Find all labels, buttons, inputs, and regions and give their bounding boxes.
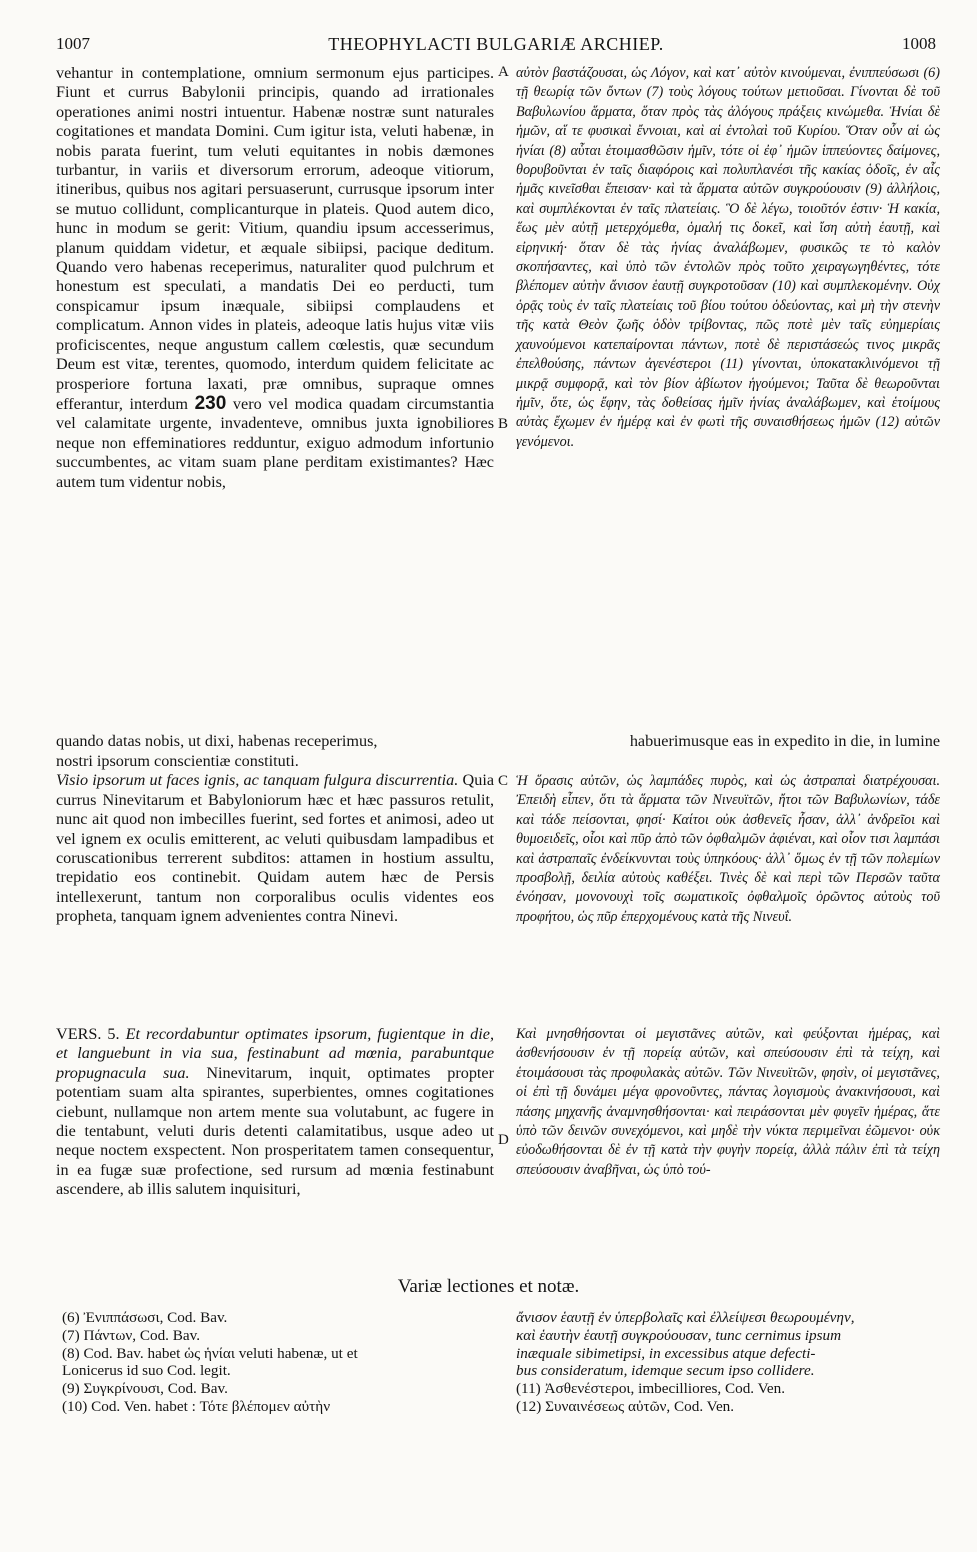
greek-text-top: αὐτὸν βαστάζουσαι, ὡς Λόγον, καὶ κατ᾽ αὐτὸν κινούμεναι, ἐνιππεύσωσι (6) τῇ θεωρίᾳ τῶν ὄντων (7) τοὺς λόγους τούτων μετιοῦσαι. Γίνονται δὲ τοῦ Βαβυλωνίου ἅρματα, ὅταν πρὸς τὰς ἀλόγους πράξεις κινώμεθα. Ἡνίαι δὲ ἡμῶν, αἵ τε φυσικαὶ ἔννοιαι, καὶ αἱ ἐντολαὶ τοῦ Κυρίου. Ὅταν οὖν αἱ ὡς ἡνίαι (8) αὗται ἑτοιμασθῶσιν ἡμῖν, τότε οἱ ἐφ᾽ ἡμῶν ἱππεύοντες δαίμονες, θορυβοῦνται ἐν ταῖς διαφόροις καὶ πολυπλανέσι τῆς κακίας ὁδοῖς, ἐν αἷς ἡμᾶς κινεῖσθαι ἔπεισαν· καὶ τὰ ἅρματα αὐτῶν συγκρούουσιν (9) ἀλλήλοις, καὶ συμπλέκονται ἐν ταῖς πλατείαις. Ὃ δὲ λέγω, τοιοῦτόν ἐστιν· Ἡ κακία, ἕως μὲν αὐτῇ μετερχόμεθα, ὁμαλή τις δοκεῖ, καὶ ἴση αὐτὴ ἑαυτῇ, καὶ εἰρηνική· ὅταν δὲ τὰς ἡνίας ἀναλάβωμεν, φυσικῶς τε τὸ καλὸν σκοπήσαντες, καὶ ὑπὸ τῶν ἐντολῶν πρὸς τοῦτο χειραγωγηθέντες, τότε βλέπομεν αὐτὴν ἄνισον ἑαυτῇ συγκροτοῦσαν (10) καὶ συμπλεκομένην. Οὐχ ὁρᾷς τοὺς ἐν ταῖς πλατείαις τοῦ βίου τούτου ὁδεύοντας, καὶ μὴ τὴν στενὴν τῆς κατὰ Θεὸν ζωῆς ὁδὸν τρίβοντας, πῶς ποτὲ μὲν ταῖς εὐημερίαις χαυνούμενοι κατεπαίρονται πάντων, ποτὲ δὲ περιστάσεώς τινος μικρᾶς ἐπελθούσης, πάντων ἀγενέστεροι (11) γίνονται, ὑποκατακλινόμενοι τῇ μικρᾷ συμφορᾷ, καὶ τὸν βίον ἀβίωτον ἡγούμενοι; Ταῦτα δὲ θεωροῦνται ἡμῖν, ὅτε, ὡς ἔφην, τὰς δοθείσας ἡμῖν ἡνίας ἀναλάβωμεν, καὶ ἑτοίμους αὐτὰς ἔχωμεν ἐν ἡμέρᾳ καὶ ἐν φωτὶ τῆς συναισθήσεως ἡμῶν (12) αὐτῶν γενόμενοι. [516, 65, 940, 450]
latin-column-top [56, 64, 494, 749]
greek-column-d [516, 1025, 940, 1267]
margin-letter-c: C [498, 773, 509, 789]
note-line: ἄνισον ἑαυτῇ ἐν ὑπερβολαῖς καὶ ἐλλείψεσι θεωρουμένην, [516, 1309, 855, 1326]
page-number-inline: 230 [194, 392, 227, 414]
latin-text-c: Quia currus Ninevitarum et Babyloniorum hæc et hæc passuros retulit, nunc ait quod non imbecilles fuerint, sed fortes et animosi, adeo ut vel ignem ex oculis emitterent, ac veluti quibusdam lampadibus et coruscationibus terrerent subditos: attamen in hostium assultu, trepidatio eos continebit. Quidam autem hæc de Persis intellexerunt, tantum non corporalibus oculis videntes eos propheta, tanquam ignem advenientes contra Ninevi. [56, 771, 494, 926]
variae-lectiones-title: Variæ lectiones et notæ. [397, 1276, 580, 1297]
spanning-line-right: habuerimusque eas in expedito in die, in lumine [629, 732, 940, 750]
latin-lemma-d: Et recordabuntur optimates ipsorum, fugientque in die, et languebunt in via sua, festinabunt ad mœnia, parabuntque propugnacula sua. [56, 1025, 494, 1082]
note-line: (8) Cod. Bav. habet ὡς ἡνίαι veluti habenæ, ut et [62, 1344, 358, 1362]
greek-column-c [516, 772, 940, 1022]
note-line: (10) Cod. Ven. habet : Τότε βλέπομεν αὐτὴν [62, 1397, 331, 1415]
spanning-line-left: quando datas nobis, ut dixi, habenas receperimus, [56, 732, 378, 750]
latin-column-d [56, 1025, 494, 1267]
greek-lemma-d: Καὶ μνησθήσονται οἱ μεγιστᾶνες αὐτῶν, καὶ φεύξονται ἡμέρας, καὶ ἀσθενήσουσιν ἐν τῇ πορείᾳ αὐτῶν, καὶ σπεύσουσιν ἐπὶ τὰ τείχη, καὶ ἑτοιμάσουσι τὰς προφυλακὰς αὐτῶν. [516, 1026, 940, 1081]
note-line: (11) Ἀσθενέστεροι, imbecilliores, Cod. Ven. [516, 1380, 786, 1398]
note-line: καὶ ἑαυτὴν ἑαυτῇ συγκρούουσαν, tunc cernimus ipsum [516, 1326, 842, 1344]
margin-letter-d: D [498, 1132, 509, 1148]
note-line: (6) Ἐνιππάσωσι, Cod. Bav. [62, 1309, 228, 1326]
note-line: (12) Συναινέσεως αὐτῶν, Cod. Ven. [516, 1397, 735, 1415]
note-line: inæquale sibimetipsi, in excessibus atque defecti- [516, 1344, 816, 1362]
note-line: (7) Πάντων, Cod. Bav. [62, 1326, 201, 1344]
verse-label: VERS. 5. [56, 1025, 120, 1043]
latin-column-c [56, 752, 494, 1022]
note-line: (9) Συγκρίνουσι, Cod. Bav. [62, 1380, 228, 1398]
notes-right [516, 1309, 855, 1416]
notes-left [62, 1309, 358, 1416]
running-head-title: THEOPHYLACTI BULGARIÆ ARCHIEP. [328, 34, 664, 54]
spanning-line [56, 732, 940, 752]
latin-text-top-cont: vero vel modica quadam circumstantia vel calamitate urgente, invadenteve, omnibus juxta ignobiliores neque non effeminatiores redduntur, exiguo admodum infortunio succumbentes, ac vitam suam plane perditam existimantes? Hæc autem tum videntur nobis, [56, 394, 495, 491]
note-line: bus consideratum, idemque secum ipso collidere. [516, 1362, 815, 1380]
running-header [56, 34, 936, 60]
latin-text-top: vehantur in contemplatione, omnium sermonum ejus participes. Fiunt et currus Babylonii principis, quando ad irrationales operationes animi nostri intuentur. Habenæ nostræ sunt naturales cogitationes et mandata Domini. Cum igitur ista, veluti habenæ, in nobis parata fuerint, tum veluti equitantes in nobis dæmones turbantur, in variis et diversorum errorum, adeoque vitiorum, itineribus, quibus nos agitari persuaserunt, currusque ipsorum inter se mutuo collidunt, complicanturque in plateis. Quod autem dico, hunc in modum se gerit: Vitium, quandiu ipsum accesserimus, planum quiddam videtur, et æquale sibiipsi, pacique deditum. Quando vero habenas receperimus, naturaliter quod pulchrum et honestum est speculati, a mandatis Dei eo perducti, tum conspicamur ipsum inæquale, sibiipsi complaudens et complicatum. Annon vides in plateis, adeoque latis hujus vitæ viis proficiscentes, neque angustum callem cœlestis, quæ secundum Deum est vitæ, terentes, quomodo, interdum quidem felicitate ac prosperiore fortuna laxati, præ omnibus, supraque omnes efferantur, interdum [56, 64, 494, 413]
greek-column-top [516, 64, 940, 749]
latin-text-d: Ninevitarum, inquit, optimates propter potentiam suam alta spirantes, superbientes, omnes cogitationes ciebunt, nullamque non artem mente sua volutabunt, ac fugere in die tentabunt, veluti duris detenti calamitatibus, usque adeo ut neque noctem exspectent. Non prosperitatem tamen consequentur, in ea fugæ suæ profectione, sed rursum ad mœnia festinabunt ascendere, ab illis salutem inquisituri, [56, 1063, 494, 1199]
latin-closing-line: nostri ipsorum conscientiæ constituti. [56, 752, 299, 770]
page-number-left: 1007 [56, 34, 90, 53]
page-number-right: 1008 [902, 34, 936, 53]
greek-text-c: Ἡ ὅρασις αὐτῶν, ὡς λαμπάδες πυρὸς, καὶ ὡς ἀστραπαὶ διατρέχουσαι. Ἐπειδὴ εἶπεν, ὅτι τὰ ἅρματα τῶν Νινευϊτῶν, ἤτοι τῶν Βαβυλωνίων, τάδε καὶ τάδε πείσονται, φησί· Καίτοι οὐκ ἀσθενεῖς ἦσαν, ἀλλ᾽ ἀνδρεῖοι καὶ θυμοειδεῖς, οἷοι καὶ πῦρ ἀπὸ τῶν ὀφθαλμῶν ἀφιέναι, καὶ οἷον τισι λαμπάσι καὶ ἀστραπαῖς ἐνδείκνυνται τοὺς ὑπηκόους· ἀλλ᾽ ὅμως ἐν τῇ τῶν πολεμίων προσβολῇ, δειλία αὐτοὺς καθέξει. Τινὲς δὲ καὶ περὶ τῶν Περσῶν ταῦτα ἐνόησαν, μονονουχὶ τοῖς σωματικοῖς ὀφθαλμοῖς ὁρῶντος αὐτοὺς τοῦ προφήτου, ὡς πῦρ ἐπερχομένους κατὰ τῆς Νινευΐ. [516, 773, 940, 925]
latin-lemma-c: Visio ipsorum ut faces ignis, ac tanquam fulgura discurrentia. [56, 771, 459, 790]
greek-text-d: Τῶν Νινευϊτῶν, φησὶν, οἱ μεγιστᾶνες, οἱ ἐπὶ τῇ δυνάμει μέγα φρονοῦντες, πάντας λογισμοὺς ἀνακινήσουσι, καὶ πάσης μηχανῆς ἀναμνησθήσονται· καὶ πειράσονται μὲν φυγεῖν ἡμέρας, ἅτε ὑπὸ τῶν δεινῶν συνεχόμενοι, καὶ μηδὲ τὴν νύκτα περιμεῖναι ἐῶμενοι· οὐκ εὐοδωθήσονται δὲ ἐν τῇ κατὰ τὴν φυγὴν πορείᾳ, ἀλλὰ πάλιν ἐπὶ τὰ τείχη σπεύσουσιν ἀναβῆναι, ὡς ὑπὸ τού- [516, 1064, 940, 1178]
margin-letter-a: A [498, 64, 509, 80]
note-line: Lonicerus id suo Cod. legit. [62, 1362, 231, 1380]
margin-letter-b: B [498, 416, 509, 432]
